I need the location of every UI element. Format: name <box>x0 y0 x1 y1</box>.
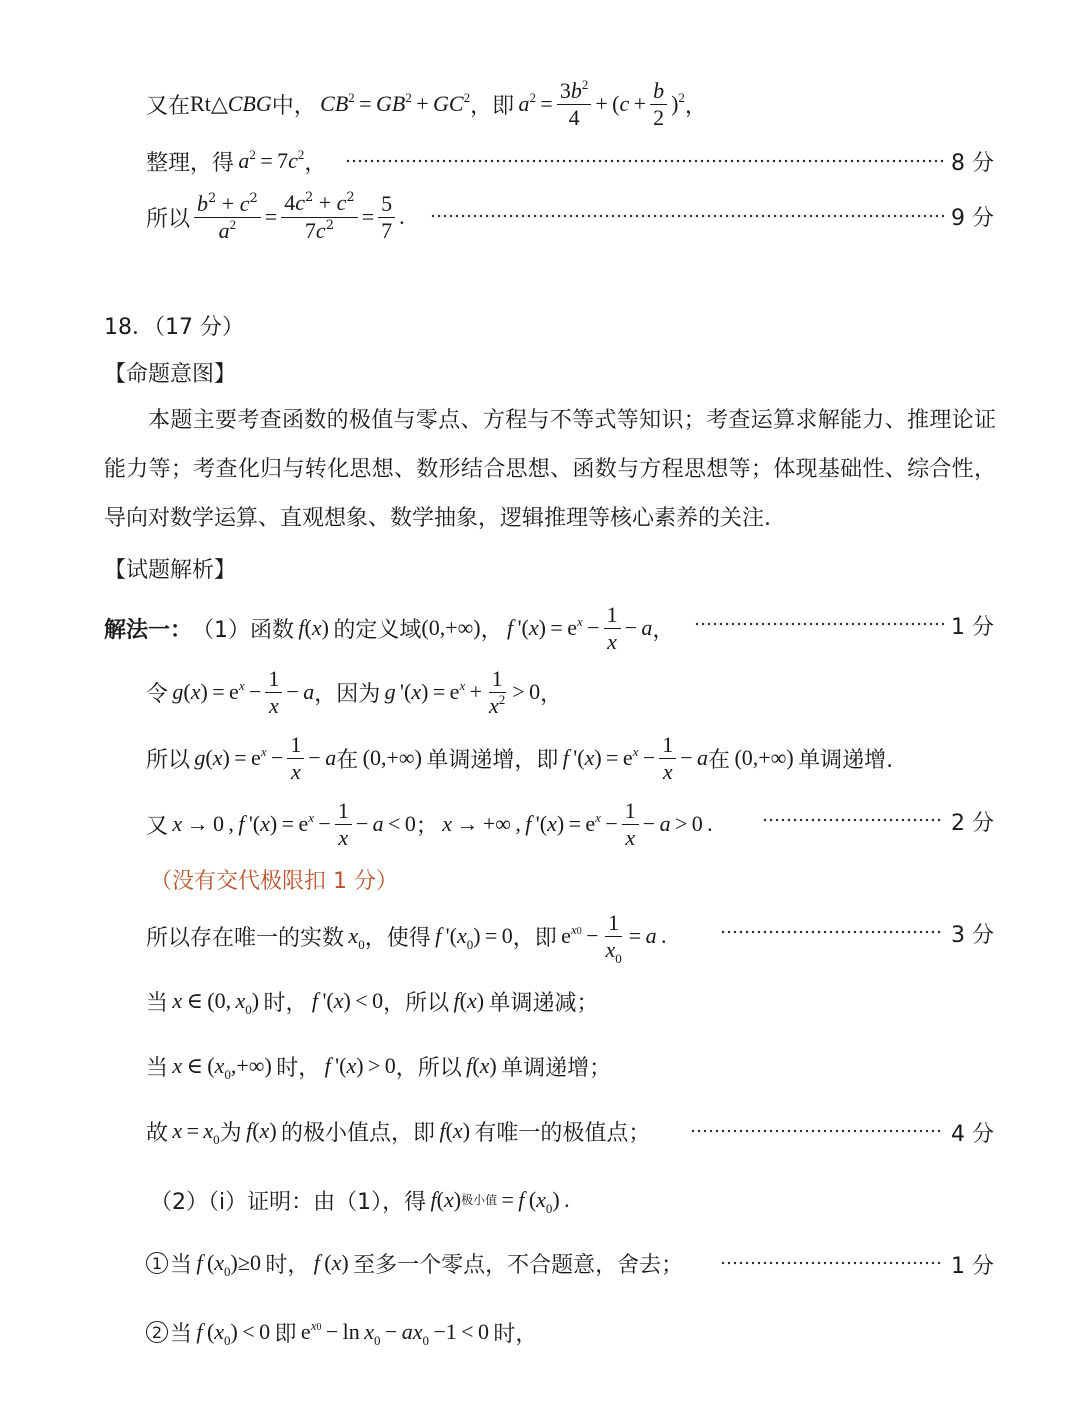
intent-body: 本题主要考查函数的极值与零点、方程与不等式等知识；考查运算求解能力、推理论证能力等；考查化归与转化思想、数形结合思想、函数与方程思想等；体现基础性、综合性，导向对数学运算、直观想象、数学抽象，逻辑推理等核心素养的关注. <box>104 408 996 531</box>
decreasing-line: 当 x ∈ (0, $x_0$ ) 时， f '( x ) < 0 ，所以 f ( x ) 单调递减； <box>146 988 599 1017</box>
ratio-line: 所以 $\frac{b^2 + c^2}{a^2}$ = $\frac{4c^2 + c^2}{7c^2}$ = $\frac{5}{7}$ . <box>146 190 405 243</box>
fraction: $\frac{1}{x_0}$ <box>605 910 622 966</box>
case2-line: 2 当 f ( $x_0$ ) < 0 即 $e^{x0} - \ln$ $x_0$ − $ax_0$ −1 < 0 时， <box>146 1314 537 1350</box>
score-2: 2 分 <box>951 811 994 836</box>
leader-dots <box>720 928 944 936</box>
intent-header: 【命题意图】 <box>104 361 237 387</box>
fraction: $\frac{1}{x}$ <box>659 732 676 784</box>
increasing-line: 当 x ∈ ( $x_0$ ,+∞) 时， f '( x ) > 0 ，所以 f ( x ) 单调递增； <box>146 1053 612 1082</box>
minimum-point-line: 故 x = $x_0$ 为 f ( x ) 的极小值点，即 f ( x ) 有唯一的极值点； <box>146 1118 651 1147</box>
score-3: 3 分 <box>951 923 994 948</box>
fraction: $\frac{4c^2 + c^2}{7c^2}$ <box>281 190 358 244</box>
fraction: $\frac{1}{x}$ <box>287 732 304 784</box>
part2-proof-line: （2）（i）证明：由（1），得 f ( x ) 极小值 = f ( $x_0$ ) . <box>150 1187 570 1216</box>
circled-number: 1 <box>146 1252 168 1274</box>
case1-line: 1 当 f ( $x_0$ )≥0 时， f ( x ) 至多一个零点，不合题意，舍去； <box>146 1246 683 1280</box>
analysis-header: 【试题解析】 <box>104 557 237 583</box>
score-1: 1 分 <box>951 615 994 640</box>
deduction-note: （没有交代极限扣 1 分） <box>150 868 398 894</box>
unique-root-line: 所以存在唯一的实数 $x_0$ ，使得 f '( $x_0$ ) = 0 ，即 $e^{x0}$ − $\frac{1}{x_0}$ = a . <box>146 910 667 966</box>
monotonic-line: 所以 g ( x ) = $e^x$ − $\frac{1}{x}$ − a 在 (0,+∞) 单调递增，即 f '( x ) = $e^x$ − $\frac{1}{x}$ − a 在 (0,+∞) 单调递增. <box>146 732 894 784</box>
score-1b: 1 分 <box>951 1254 994 1279</box>
limits-line: 又 x → 0 , f '( x ) = $e^x$ − $\frac{1}{x}$ − a < 0 ； x → +∞ , f '( x ) = $e^x$ − $\frac{1}{x}$ − a > 0 . <box>146 798 713 850</box>
g-definition-line: 令 g ( x ) = $e^x$ − $\frac{1}{x}$ − a ，因为 g '( x ) = $e^x$ + $\frac{1}{x^2}$ > 0 ， <box>146 666 563 718</box>
leader-dots <box>430 212 945 220</box>
question-title: 18．（17 分） <box>104 314 244 340</box>
leader-dots <box>345 157 945 165</box>
fraction: $\frac{b^2 + c^2}{a^2}$ <box>194 191 261 244</box>
fraction: $\frac{1}{x}$ <box>265 666 282 718</box>
simplify-line: 整理，得 $a^2$ = 7 $c^2$ ， <box>146 147 327 176</box>
score-9: 9 分 <box>951 206 994 231</box>
fraction: $\frac{b}{2}$ <box>650 78 667 130</box>
fraction: $\frac{1}{x}$ <box>622 798 639 850</box>
rt-triangle-line: 又在 Rt △ CBG 中， $CB^2$ = $GB^2$ + $GC^2$ ，即 $a^2$ = $\frac{3b^2}{4}$ + ( c + $\frac{b}{2}$ )$^2$ ， <box>146 77 707 130</box>
circled-number: 2 <box>146 1321 168 1343</box>
score-4: 4 分 <box>951 1122 994 1147</box>
leader-dots <box>762 816 944 824</box>
fraction: $\frac{3b^2}{4}$ <box>557 78 592 130</box>
score-8: 8 分 <box>951 151 994 176</box>
leader-dots <box>694 620 944 628</box>
leader-dots <box>690 1127 944 1135</box>
leader-dots <box>720 1259 944 1267</box>
solution-part1-line: 解法一： （1）函数 f ( x ) 的定义域 (0,+∞) ， f '( x ) = $e^x$ − $\frac{1}{x}$ − a ， <box>104 602 675 654</box>
fraction: $\frac{1}{x}$ <box>604 602 621 654</box>
fraction: $\frac{1}{x^2}$ <box>489 666 506 718</box>
fraction: $\frac{5}{7}$ <box>378 191 395 243</box>
fraction: $\frac{1}{x}$ <box>335 798 352 850</box>
